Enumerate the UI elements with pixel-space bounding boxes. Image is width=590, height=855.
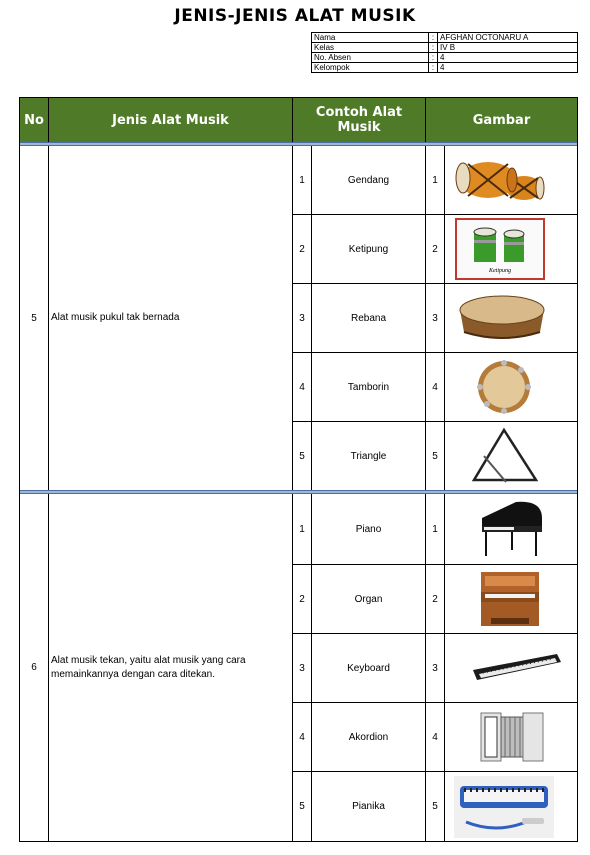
- picture-number: 1: [432, 174, 438, 186]
- pianika-icon: [454, 776, 554, 838]
- info-label: Kelompok: [312, 63, 429, 73]
- student-info-table: [311, 32, 578, 73]
- keyboard-icon: [460, 636, 574, 700]
- drums-icon: [452, 148, 552, 212]
- item-name: Akordion: [348, 731, 389, 743]
- info-row-nama: [312, 33, 578, 43]
- grid-line: [48, 494, 49, 841]
- item-name: Ketipung: [348, 243, 389, 255]
- info-separator: :: [429, 53, 438, 63]
- header-contoh-line2: Musik: [337, 120, 381, 135]
- info-separator: :: [429, 63, 438, 73]
- info-value: IV B: [438, 43, 578, 53]
- info-value: AFGHAN OCTONARU A: [438, 33, 578, 43]
- info-row-kelompok: [312, 63, 578, 73]
- item-number: 3: [299, 662, 305, 674]
- group-description-line2: memainkannya dengan cara ditekan.: [51, 668, 215, 680]
- group-description: [51, 494, 289, 841]
- item-number: 5: [299, 801, 305, 812]
- piano-icon: [464, 497, 560, 561]
- group-number: 5: [31, 312, 37, 324]
- organ-icon: [470, 567, 550, 631]
- header-contoh-line1: Contoh Alat: [315, 105, 403, 120]
- grid-line: [444, 146, 445, 490]
- picture-number: 4: [432, 381, 438, 393]
- header-no: No: [20, 98, 49, 142]
- grid-line: [48, 146, 49, 490]
- item-number: 1: [299, 524, 305, 535]
- item-name: Gendang: [347, 174, 390, 186]
- instrument-table: [19, 97, 578, 842]
- item-name: Pianika: [352, 801, 385, 812]
- grid-line: [444, 494, 445, 841]
- info-label: Kelas: [312, 43, 429, 53]
- item-number: 3: [299, 312, 305, 324]
- info-label: No. Absen: [312, 53, 429, 63]
- info-separator: :: [429, 33, 438, 43]
- header-contoh: [293, 98, 426, 142]
- item-number: 2: [299, 243, 305, 255]
- group-description: Alat musik pukul tak bernada: [51, 312, 180, 323]
- picture-number: 5: [432, 801, 438, 812]
- group-description-line1: Alat musik tekan, yaitu alat musik yang cara: [51, 654, 246, 666]
- accordion-icon: [472, 705, 552, 769]
- item-name: Keyboard: [347, 662, 390, 674]
- header-gambar: Gambar: [426, 98, 577, 142]
- info-value: 4: [438, 53, 578, 63]
- item-number: 5: [299, 450, 305, 462]
- ketipung-caption: Ketipung: [489, 268, 511, 274]
- picture-number: 2: [432, 593, 438, 605]
- item-number: 1: [299, 174, 305, 186]
- picture-number: 3: [432, 662, 438, 674]
- page-title: JENIS-JENIS ALAT MUSIK: [174, 6, 416, 26]
- header-jenis: Jenis Alat Musik: [49, 98, 293, 142]
- item-name: Piano: [355, 524, 382, 535]
- item-number: 2: [299, 593, 305, 605]
- info-row-absen: [312, 53, 578, 63]
- picture-number: 5: [432, 450, 438, 462]
- ketipung-icon: [455, 218, 545, 280]
- rebana-icon: [454, 286, 550, 350]
- picture-number: 3: [432, 312, 438, 324]
- item-name: Organ: [354, 593, 383, 605]
- picture-number: 1: [432, 524, 438, 535]
- item-number: 4: [299, 381, 305, 393]
- tambourine-icon: [472, 355, 536, 419]
- group-number: 6: [31, 662, 37, 673]
- item-name: Triangle: [350, 450, 387, 462]
- info-value: 4: [438, 63, 578, 73]
- item-name: Rebana: [350, 312, 387, 324]
- picture-number: 2: [432, 243, 438, 255]
- info-label: Nama: [312, 33, 429, 43]
- triangle-icon: [464, 424, 544, 488]
- info-separator: :: [429, 43, 438, 53]
- info-row-kelas: [312, 43, 578, 53]
- item-name: Tamborin: [347, 381, 390, 393]
- picture-number: 4: [432, 731, 438, 743]
- item-number: 4: [299, 731, 305, 743]
